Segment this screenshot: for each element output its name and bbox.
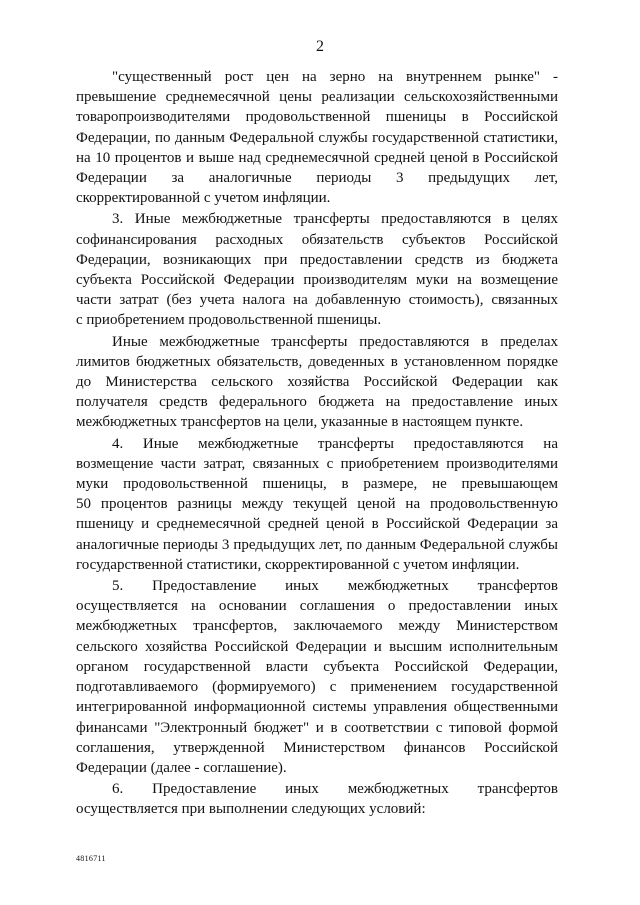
text-line: муки продовольственной пшеницы, в размере, не превышающем xyxy=(76,476,558,493)
text-line: с приобретением продовольственной пшеницы. xyxy=(76,312,382,329)
text-line: межбюджетных трансфертов, заключаемого между Министерством xyxy=(76,618,558,635)
text-line: интегрированной информационной системы управления общественными xyxy=(76,699,558,716)
text-line: на 10 процентов и выше над среднемесячной средней ценой в Российской xyxy=(76,149,558,166)
text-line: сельского хозяйства Российской Федерации и высшим исполнительным xyxy=(76,638,558,655)
page-number: 2 xyxy=(316,38,324,55)
text-line: межбюджетных трансфертов на цели, указанные в настоящем пункте. xyxy=(76,414,524,431)
text-line: софинансирования расходных обязательств субъектов Российской xyxy=(76,231,558,248)
paragraph-item-6 xyxy=(76,779,558,819)
document-footer-code: 4816711 xyxy=(76,854,106,863)
text-line: до Министерства сельского хозяйства Российской Федерации как xyxy=(76,374,558,391)
text-line: Федерации, возникающих при предоставлении средств из бюджета xyxy=(76,251,558,268)
text-line: 5. Предоставление иных межбюджетных трансфертов xyxy=(112,578,558,595)
paragraph-budget-limits xyxy=(76,332,558,433)
text-line: Иные межбюджетные трансферты предоставляются в пределах xyxy=(112,333,558,350)
text-line: осуществляется на основании соглашения о предоставлении иных xyxy=(76,598,558,615)
text-line: "существенный рост цен на зерно на внутреннем рынке" - xyxy=(112,69,558,85)
text-line: 3. Иные межбюджетные трансферты предоставляются в целях xyxy=(112,211,558,228)
text-line: товаропроизводителями продовольственной пшеницы в Российской xyxy=(76,109,558,126)
text-line: 4. Иные межбюджетные трансферты предоставляются на xyxy=(112,435,558,452)
text-line: аналогичные периоды 3 предыдущих лет, по данным Федеральной службы xyxy=(76,536,558,553)
text-line: осуществляется при выполнении следующих условий: xyxy=(76,801,426,818)
text-line: Федерации (далее - соглашение). xyxy=(76,759,287,776)
text-line: государственной статистики, скорректированной с учетом инфляции. xyxy=(76,556,520,573)
text-line: подготавливаемого (формируемого) с применением государственной xyxy=(76,679,558,696)
text-line: лимитов бюджетных обязательств, доведенных в установленном порядке xyxy=(76,353,558,370)
text-line: соглашения, утвержденной Министерством финансов Российской xyxy=(76,739,558,756)
text-line: превышение среднемесячной цены реализации сельскохозяйственными xyxy=(76,89,558,106)
text-line: Федерации, по данным Федеральной службы государственной статистики, xyxy=(76,129,558,146)
text-line: пшеницу и среднемесячной средней ценой в Российской Федерации за xyxy=(76,516,558,533)
paragraph-grain-price-definition xyxy=(76,67,558,208)
text-line: 50 процентов разницы между текущей ценой на продовольственную xyxy=(76,496,558,513)
paragraph-item-4 xyxy=(76,434,558,575)
paragraph-item-5 xyxy=(76,576,558,778)
text-line: части затрат (без учета налога на добавленную стоимость), связанных xyxy=(76,292,558,309)
text-line: субъекта Российской Федерации производителям муки на возмещение xyxy=(76,272,558,289)
text-line: возмещение части затрат, связанных с приобретением производителями xyxy=(76,455,558,472)
text-line: получателя средств федерального бюджета на предоставление иных xyxy=(76,394,558,411)
document-body xyxy=(76,67,558,820)
text-line: финансами "Электронный бюджет" и в соответствии с типовой формой xyxy=(76,719,558,736)
text-line: Федерации за аналогичные периоды 3 предыдущих лет, xyxy=(76,170,558,187)
text-line: органом государственной власти субъекта Российской Федерации, xyxy=(76,658,558,675)
paragraph-item-3 xyxy=(76,209,558,330)
text-line: скорректированной с учетом инфляции. xyxy=(76,190,331,207)
text-line: 6. Предоставление иных межбюджетных трансфертов xyxy=(112,781,558,798)
